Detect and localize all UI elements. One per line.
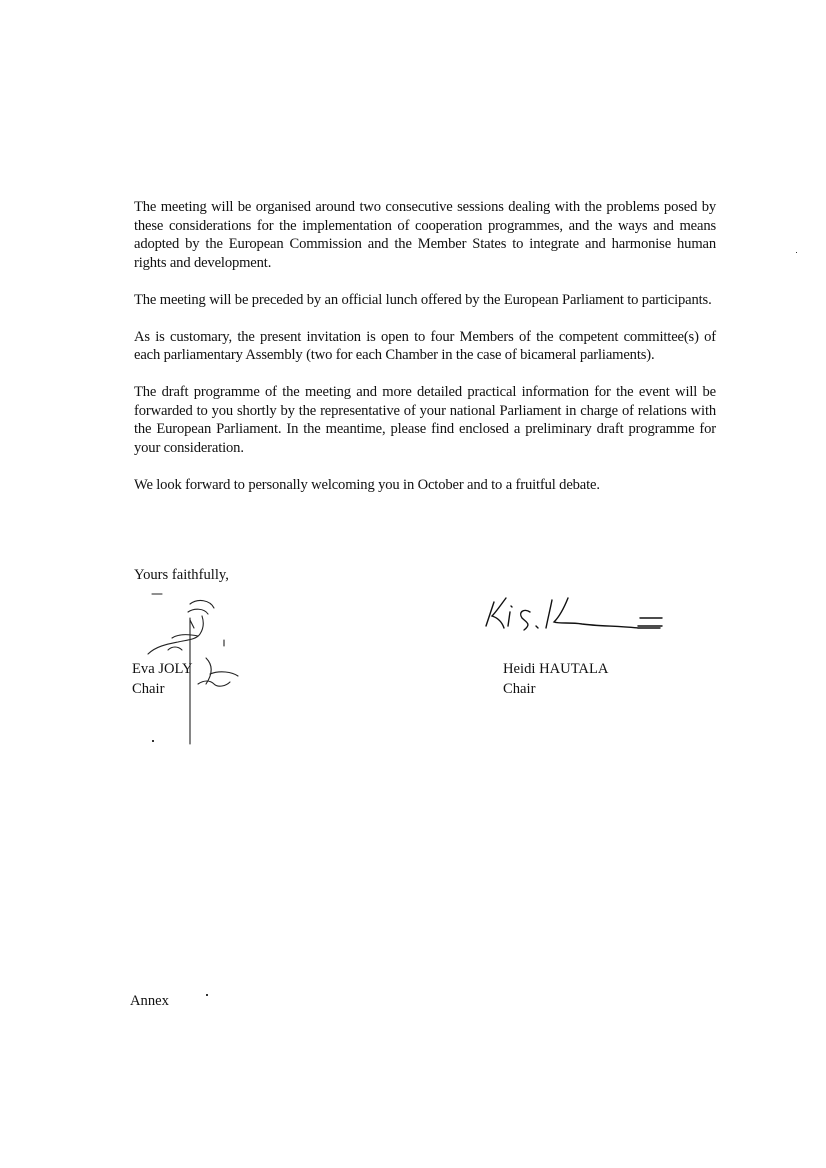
paragraph-invitation: As is customary, the present invitation is open to four Members of the competent committee(s) of each parliamentary Assembly (two for each Chamber in the case of bicameral parliaments). [134,328,716,363]
signatory-name: Eva JOLY [132,661,193,677]
signature-heidi-hautala [478,588,678,638]
paragraph-welcome: We look forward to personally welcoming you in October and to a fruitful debate. [134,476,600,493]
paragraph-sessions: The meeting will be organised around two consecutive sessions dealing with the problems posed by these considerations for the implementation of cooperation programmes, and the ways and means adopted by the European Commission and the Member States to integrate and harmonise human rights and development. [134,199,716,271]
paragraph-lunch: The meeting will be preceded by an official lunch offered by the European Parliament to participants. [134,291,712,308]
signatory-role: Chair [132,681,165,697]
signatory-right [503,659,608,699]
letter-body [134,198,716,513]
paragraph-programme: The draft programme of the meeting and more detailed practical information for the event will be forwarded to you shortly by the representative of your national Parliament in charge of relations with the European Parliament. In the meantime, please find enclosed a preliminary draft programme for your consideration. [134,384,716,456]
scan-speck [206,994,208,996]
signatory-name: Heidi HAUTALA [503,661,609,677]
scan-speck [796,252,797,253]
closing-salutation: Yours faithfully, [134,567,229,583]
signatory-left [132,659,193,699]
signatory-role: Chair [503,681,536,697]
annex-label: Annex [130,993,169,1009]
